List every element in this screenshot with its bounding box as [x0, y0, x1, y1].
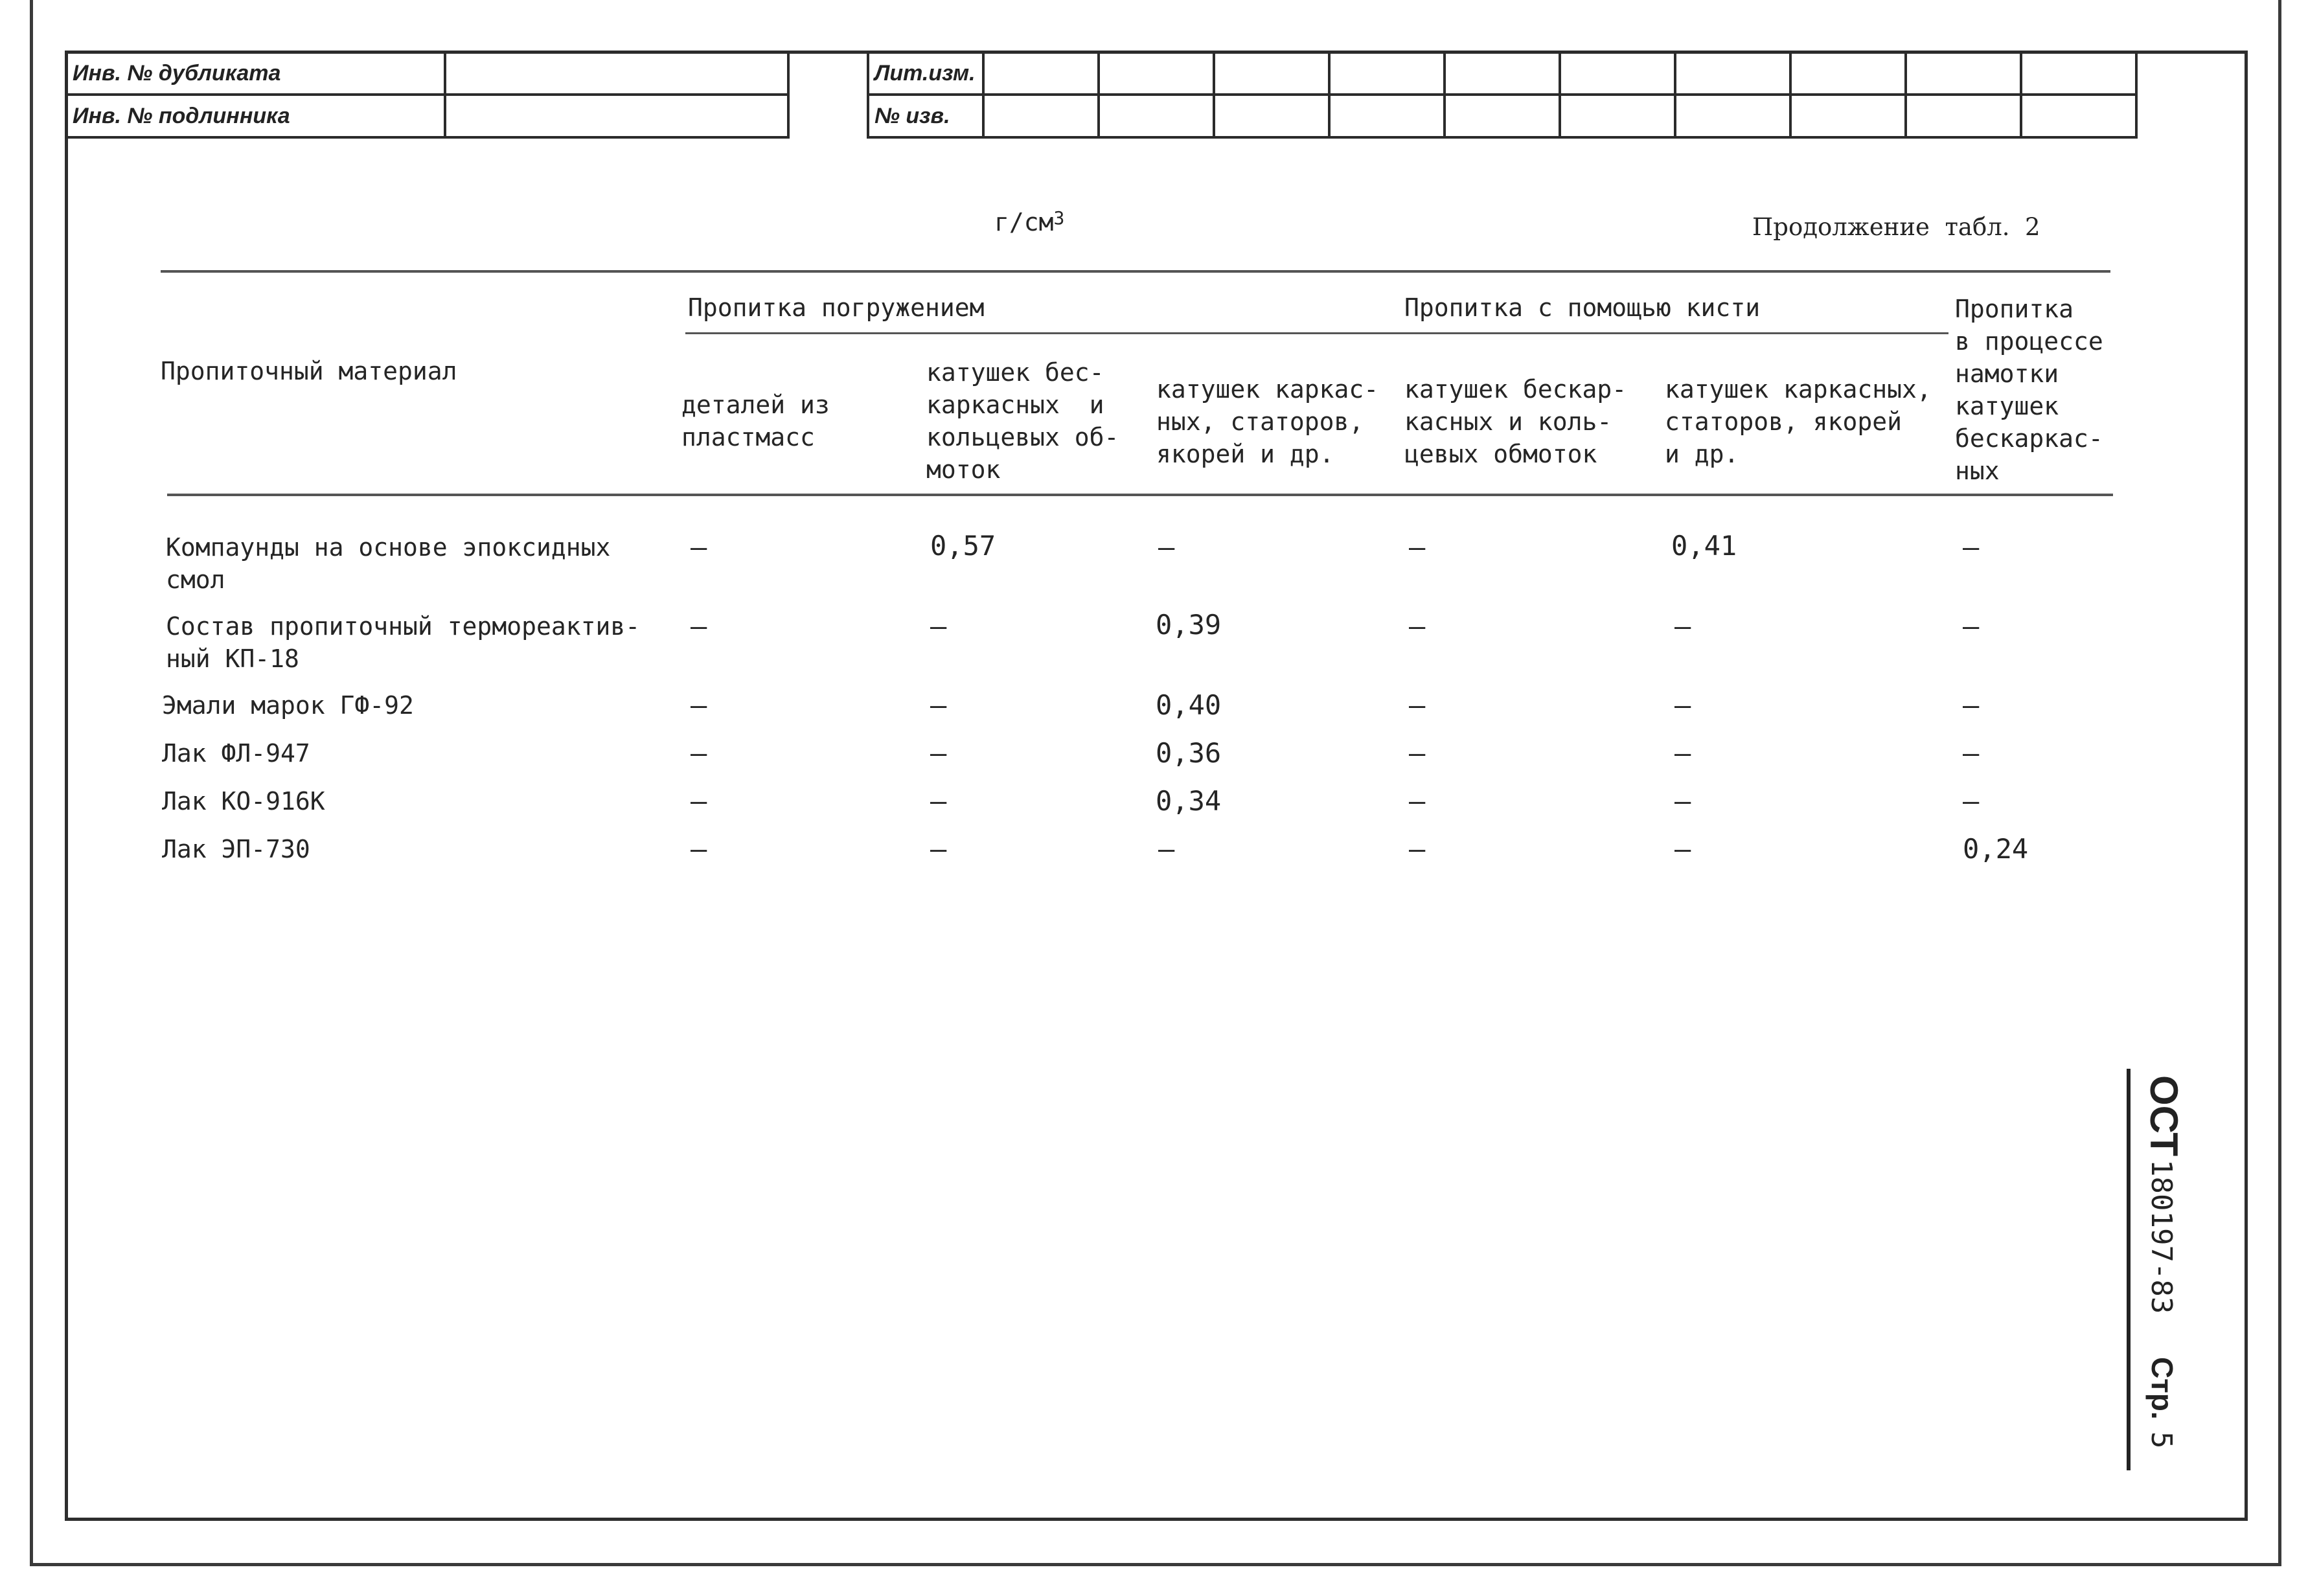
header-right-table [867, 51, 2138, 139]
header-right-cell [1445, 95, 1560, 137]
value-cell: – [930, 785, 947, 817]
header-right-cell [1445, 52, 1560, 95]
header-right-cell [2021, 95, 2136, 137]
group-header-winding: Пропитка в процессе намотки катушек бескаркас- ных [1955, 295, 2103, 485]
value-cell: – [1409, 531, 1426, 563]
header-right-cell [1560, 95, 1675, 137]
value-cell: 0,39 [1156, 609, 1222, 641]
value-cell: – [691, 785, 707, 817]
group-header-brush: Пропитка с помощью кисти [1404, 293, 1761, 322]
material-name: Лак ЭП-730 [162, 835, 310, 863]
subheader-frameless-coils: катушек бес- каркасных и кольцевых об- моток [926, 358, 1119, 484]
value-cell: – [930, 833, 947, 865]
value-cell: – [1674, 833, 1691, 865]
header-right-cell [1790, 52, 1906, 95]
value-cell: – [1963, 737, 1980, 769]
stamp-page-label: Стр. [2145, 1357, 2179, 1420]
header-left-table [65, 51, 790, 139]
header-right-cell [1675, 52, 1790, 95]
value-cell: 0,40 [1156, 689, 1222, 721]
value-cell: – [1158, 833, 1175, 865]
unit-superscript: 3 [1053, 207, 1065, 229]
value-cell: – [691, 531, 707, 563]
value-cell: – [691, 833, 707, 865]
header-right-cell [1906, 95, 2021, 137]
value-cell: 0,41 [1671, 530, 1737, 562]
subheader-brush-frameless-coils: катушек бескар- касных и коль- цевых обмоток [1404, 375, 1627, 468]
stamp-ost: ОСТ [2142, 1075, 2186, 1157]
value-cell: – [1674, 737, 1691, 769]
material-name: Лак КО-916К [162, 787, 325, 815]
value-cell: 0,24 [1963, 833, 2029, 865]
header-right-cell [1214, 52, 1329, 95]
header-right-label-2: № изв. [868, 95, 983, 137]
value-cell: – [1963, 785, 1980, 817]
group-header-rule [685, 332, 1948, 334]
subheader-frame-coils: катушек каркас- ных, статоров, якорей и др. [1156, 375, 1379, 468]
material-name: Эмали марок ГФ-92 [162, 691, 414, 720]
header-right-cell [1560, 52, 1675, 95]
material-name: Лак ФЛ-947 [162, 739, 310, 768]
material-name: Состав пропиточный термореактив- ный КП-18 [166, 612, 641, 673]
value-cell: 0,57 [930, 530, 996, 562]
value-cell: – [1963, 531, 1980, 563]
value-cell: – [1674, 689, 1691, 721]
header-left-value-1 [445, 52, 788, 95]
value-cell: – [691, 610, 707, 642]
value-cell: – [930, 689, 947, 721]
header-right-cell [983, 95, 1099, 137]
value-cell: – [1409, 689, 1426, 721]
header-right-cell [1675, 95, 1790, 137]
header-right-cell [1099, 52, 1214, 95]
header-right-cell [1099, 95, 1214, 137]
value-cell: – [1963, 689, 1980, 721]
header-right-cell [1906, 52, 2021, 95]
header-right-cell [1329, 52, 1445, 95]
value-cell: – [930, 610, 947, 642]
value-cell: – [1674, 785, 1691, 817]
header-left-label-1: Инв. № дубликата [66, 52, 445, 95]
value-cell: 0,34 [1156, 785, 1222, 817]
unit-text: г/см [994, 208, 1054, 236]
stamp-number: 180197-83 [2145, 1159, 2178, 1314]
header-right-label-1: Лит.изм. [868, 52, 983, 95]
header-right-cell [1329, 95, 1445, 137]
header-left-value-2 [445, 95, 788, 137]
value-cell: – [930, 737, 947, 769]
header-right-cell [1790, 95, 1906, 137]
value-cell: – [1158, 531, 1175, 563]
header-right-cell [983, 52, 1099, 95]
value-cell: – [1409, 833, 1426, 865]
continuation-label: Продолжение табл. 2 [1752, 213, 2040, 241]
value-cell: – [691, 689, 707, 721]
table-top-rule [161, 270, 2110, 273]
material-name: Компаунды на основе эпоксидных смол [166, 533, 611, 594]
subheader-brush-frame-coils: катушек каркасных, статоров, якорей и др. [1665, 375, 1932, 468]
value-cell: – [1963, 610, 1980, 642]
document-code-stamp [2118, 1069, 2196, 1496]
group-header-immersion: Пропитка погружением [688, 293, 985, 322]
stamp-page-number: 5 [2145, 1431, 2178, 1449]
value-cell: – [1409, 610, 1426, 642]
header-left-label-2: Инв. № подлинника [66, 95, 445, 137]
header-bottom-rule [167, 494, 2113, 496]
value-cell: – [1674, 610, 1691, 642]
unit-label [994, 206, 1064, 238]
subheader-plastic-parts: деталей из пластмасс [681, 391, 830, 451]
value-cell: – [1409, 785, 1426, 817]
value-cell: – [691, 737, 707, 769]
header-right-cell [1214, 95, 1329, 137]
value-cell: – [1409, 737, 1426, 769]
value-cell: 0,36 [1156, 737, 1222, 769]
header-right-cell [2021, 52, 2136, 95]
material-column-header: Пропиточный материал [161, 357, 457, 385]
